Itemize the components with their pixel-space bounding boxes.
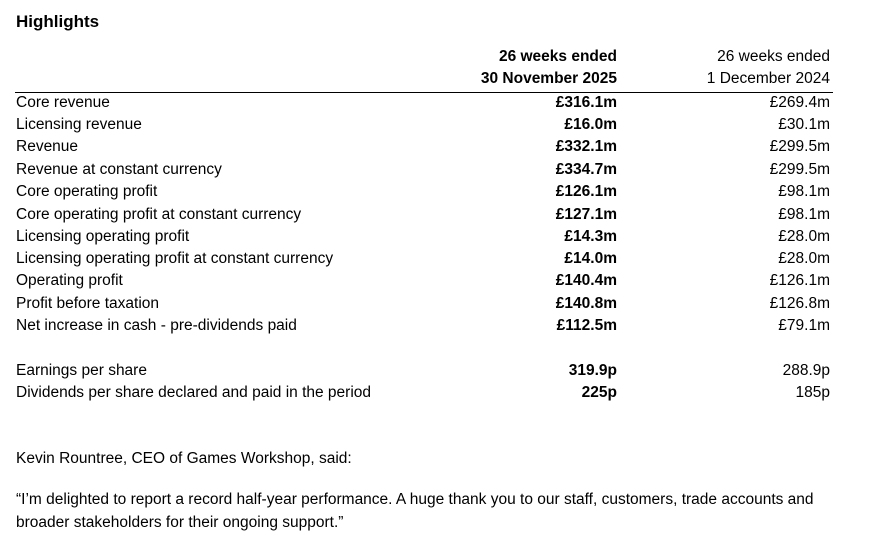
previous-value: £299.5m (769, 138, 830, 155)
previous-value: £299.5m (769, 161, 830, 178)
row-label: Core operating profit (16, 183, 158, 200)
previous-period-header-line1: 26 weeks ended (717, 48, 830, 65)
current-value: £140.4m (555, 272, 617, 289)
previous-value: £28.0m (778, 250, 830, 267)
highlights-heading: Highlights (16, 12, 100, 31)
row-label: Dividends per share declared and paid in the period (16, 384, 372, 401)
ceo-intro: Kevin Rountree, CEO of Games Workshop, said: (16, 450, 352, 467)
table-row (16, 270, 830, 292)
table-row (16, 293, 830, 315)
row-label: Licensing operating profit at constant currency (16, 250, 334, 267)
previous-value: 288.9p (782, 362, 830, 379)
row-label: Licensing revenue (16, 116, 142, 133)
previous-value: £126.1m (769, 272, 830, 289)
current-value: £14.0m (564, 250, 617, 267)
row-label: Licensing operating profit (16, 228, 190, 245)
current-value: £316.1m (555, 94, 617, 111)
table-row (16, 114, 830, 136)
table-row (16, 136, 830, 158)
row-label: Revenue at constant currency (16, 161, 222, 178)
row-label: Core revenue (16, 94, 110, 111)
previous-value: £98.1m (778, 206, 830, 223)
current-period-header-line2: 30 November 2025 (480, 70, 617, 87)
current-value: £112.5m (556, 317, 617, 334)
previous-value: £126.8m (769, 295, 830, 312)
previous-value: £98.1m (778, 183, 830, 200)
table-row (16, 248, 830, 270)
current-value: 225p (581, 384, 617, 401)
table-row (16, 315, 830, 337)
current-value: £14.3m (564, 228, 617, 245)
current-value: £16.0m (564, 116, 617, 133)
current-value: £140.8m (555, 295, 617, 312)
previous-value: £79.1m (778, 317, 830, 334)
previous-value: £269.4m (769, 94, 830, 111)
previous-period-header-line2: 1 December 2024 (706, 70, 830, 87)
table-row (16, 159, 830, 181)
current-value: £334.7m (555, 161, 617, 178)
previous-value: 185p (795, 384, 830, 401)
table-row (16, 382, 830, 404)
row-label: Core operating profit at constant currency (16, 206, 302, 223)
row-label: Operating profit (16, 272, 123, 289)
table-row (16, 204, 830, 226)
current-value: 319.9p (568, 362, 617, 379)
current-value: £126.1m (555, 183, 617, 200)
row-label: Earnings per share (16, 362, 147, 379)
table-row (16, 226, 830, 248)
current-period-header-line1: 26 weeks ended (498, 48, 617, 65)
previous-value: £30.1m (778, 116, 830, 133)
current-value: £332.1m (555, 138, 617, 155)
current-value: £127.1m (555, 206, 617, 223)
row-label: Profit before taxation (16, 295, 160, 312)
table-row (16, 92, 830, 114)
table-row (16, 360, 830, 382)
row-label: Revenue (16, 138, 79, 155)
row-label: Net increase in cash - pre-dividends paid (16, 317, 297, 334)
ceo-quote: “I’m delighted to report a record half-year performance. A huge thank you to our staff, customers, trade accounts and broader stakeholders for their ongoing support.” (16, 491, 814, 531)
previous-value: £28.0m (778, 228, 830, 245)
table-row (16, 181, 830, 203)
